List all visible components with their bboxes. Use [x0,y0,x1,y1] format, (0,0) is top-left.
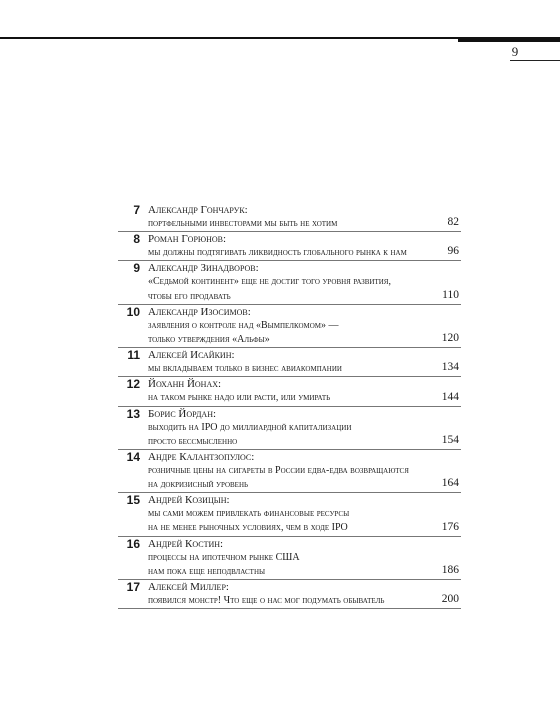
toc-entry-page: 96 [447,245,459,258]
toc-entry-author: Алексей Исайкин: [148,349,235,362]
toc-entry-number: 9 [133,261,140,276]
toc-entry-author: Андре Калантзопулос: [148,450,255,463]
toc-entry-title [148,507,461,535]
toc-entry-title [148,551,461,579]
toc-entry-number: 8 [133,232,140,247]
toc-entry-title-line: только утверждения «Альфы» [148,333,270,345]
toc-entry-title [148,421,461,449]
toc-entry-page: 110 [442,288,459,301]
toc-entry-number: 15 [126,493,140,508]
toc-entry-title-line: «Седьмой континент» еще не достиг того уровня развития, [148,276,391,288]
toc-entry-page: 82 [447,216,459,229]
toc-entry[interactable] [118,305,461,348]
toc-entry-title [148,391,461,405]
toc-entry[interactable] [118,348,461,377]
toc-entry-title-line: нам пока еще неподвластны [148,565,266,577]
toc-entry-title-line: мы должны подтягивать ликвидность глобального рынка к нам [148,247,407,259]
toc-entry-title [148,464,461,492]
toc-entry-title [148,319,461,347]
toc-entry-title-line: чтобы его продавать [148,290,231,302]
toc-entry-author: Александр Зинадворов: [148,262,259,275]
toc-entry-title [148,275,461,303]
toc-entry-number: 7 [133,203,140,217]
toc-entry[interactable] [118,203,461,232]
toc-entry-page: 154 [441,433,459,446]
toc-entry-title-line: на докризисный уровень [148,479,249,491]
toc-entry-author: Алексей Миллер: [148,581,229,593]
toc-entry[interactable] [118,407,461,450]
toc-entry-title-line: заявления о контроле над «Вымпелкомом» — [148,319,339,331]
toc-entry-page: 134 [441,361,459,374]
toc-entry[interactable] [118,537,461,580]
toc-entry-title-line: мы вкладываем только в бизнес авиакомпании [148,363,342,375]
toc-entry-title [148,246,461,260]
toc-entry-author: Александр Гончарук: [148,204,248,216]
toc-entry-title-line: мы сами можем привлекать финансовые ресурсы [148,508,350,520]
toc-entry-number: 13 [126,406,140,421]
toc-entry-number: 12 [126,377,140,392]
toc-entry-title [148,362,461,376]
toc-entry[interactable] [118,493,461,536]
toc-entry-page: 144 [441,390,459,403]
toc-entry-number: 11 [127,348,140,363]
toc-entry-author: Борис Йордан: [148,407,217,420]
toc-entry-title-line: выходить на IPO до миллиардной капитализации [148,421,352,433]
toc-entry-author: Александр Изосимов: [148,305,251,318]
toc-entry-number: 16 [126,536,140,551]
toc-entry-title-line: розничные цены на сигареты в России едва-едва возвращаются [148,464,409,476]
toc-entry[interactable] [118,261,461,304]
toc-entry-author: Роман Горюнов: [148,233,227,246]
toc-entry-title-line: просто бессмысленно [148,435,238,447]
toc-entry[interactable] [118,232,461,261]
toc-entry-page: 120 [441,332,459,345]
page-number: 9 [511,44,519,59]
page-number-rule [510,60,560,61]
toc-entry[interactable] [118,377,461,406]
toc-entry-title-line: портфельными инвесторами мы быть не хотим [148,218,338,229]
toc-entry-author: Андрей Костин: [148,537,224,550]
header-rule-accent [458,37,560,42]
toc-entry-page: 186 [441,564,459,576]
toc-entry-author: Йоханн Йонах: [148,378,222,391]
toc-entry-title-line: процессы на ипотечном рынке США [148,551,300,563]
toc-entry-title-line: на не менее рыночных условиях, чем в ходе IPO [148,522,348,534]
toc-entry-title-line: появился монстр! Что еще о нас мог подумать обыватель [148,595,385,606]
toc-entry-author: Андрей Козицын: [148,494,230,507]
toc-entry-title [148,217,461,231]
toc-entry-title [148,594,461,608]
table-of-contents [118,203,461,609]
toc-entry-number: 17 [126,580,140,594]
toc-entry-number: 14 [126,449,140,464]
toc-entry-number: 10 [126,304,140,319]
toc-entry-page: 200 [441,593,459,606]
toc-entry-page: 176 [441,520,459,533]
toc-entry[interactable] [118,580,461,609]
toc-entry-title-line: на таком рынке надо или расти, или умирать [148,392,331,404]
toc-entry-page: 164 [441,477,459,490]
toc-entry[interactable] [118,450,461,493]
